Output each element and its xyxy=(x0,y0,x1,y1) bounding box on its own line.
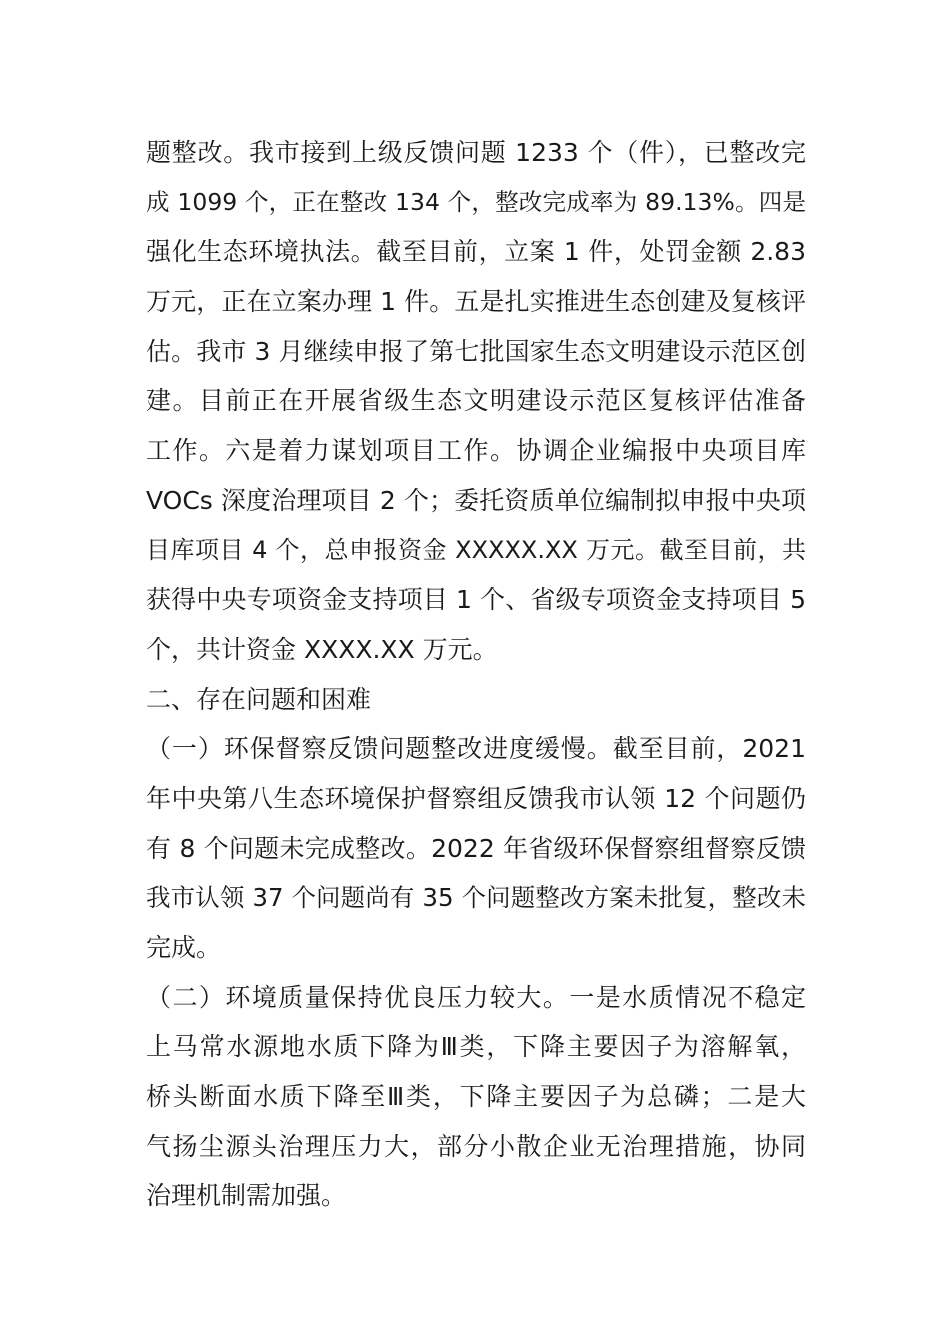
text-line: 我市认领 37 个问题尚有 35 个问题整改方案未批复，整改未 xyxy=(146,883,806,913)
section-heading-problems xyxy=(146,675,806,725)
paragraph-inspection-issues xyxy=(146,724,806,972)
text-line: 万元，正在立案办理 1 件。五是扎实推进生态创建及复核评 xyxy=(146,287,806,317)
text-line: （一）环保督察反馈问题整改进度缓慢。截至目前，2021 xyxy=(146,734,806,764)
text-line: 上马常水源地水质下降为Ⅲ类，下降主要因子为溶解氧， xyxy=(146,1032,806,1062)
paragraph-work-progress xyxy=(146,128,806,675)
text-line: 获得中央专项资金支持项目 1 个、省级专项资金支持项目 5 xyxy=(146,585,806,615)
document-body xyxy=(146,128,806,1221)
text-line: 成 1099 个，正在整改 134 个，整改完成率为 89.13%。四是 xyxy=(146,187,806,216)
text-line: 目库项目 4 个，总申报资金 XXXXX.XX 万元。截至目前，共 xyxy=(146,535,806,564)
text-line: 建。目前正在开展省级生态文明建设示范区复核评估准备 xyxy=(146,386,806,416)
text-line: 强化生态环境执法。截至目前，立案 1 件，处罚金额 2.83 xyxy=(146,237,806,267)
text-line: 年中央第八生态环境保护督察组反馈我市认领 12 个问题仍 xyxy=(146,783,806,813)
text-line: 桥头断面水质下降至Ⅲ类，下降主要因子为总磷；二是大 xyxy=(146,1082,806,1112)
text-line: 完成。 xyxy=(146,933,222,962)
text-line: 有 8 个问题未完成整改。2022 年省级环保督察组督察反馈 xyxy=(146,833,806,863)
text-line: 题整改。我市接到上级反馈问题 1233 个（件），已整改完 xyxy=(146,138,806,167)
section-heading: 二、存在问题和困难 xyxy=(146,684,372,714)
text-line: 工作。六是着力谋划项目工作。协调企业编报中央项目库 xyxy=(146,436,806,466)
text-line: 估。我市 3 月继续申报了第七批国家生态文明建设示范区创 xyxy=(146,336,806,366)
text-line: 治理机制需加强。 xyxy=(146,1181,347,1211)
paragraph-environment-quality xyxy=(146,973,806,1221)
text-line: （二）环境质量保持优良压力较大。一是水质情况不稳定 xyxy=(146,982,806,1012)
text-line: VOCs 深度治理项目 2 个；委托资质单位编制拟申报中央项 xyxy=(146,485,806,515)
text-line: 气扬尘源头治理压力大，部分小散企业无治理措施，协同 xyxy=(146,1131,806,1161)
text-line: 个，共计资金 XXXX.XX 万元。 xyxy=(146,634,498,664)
